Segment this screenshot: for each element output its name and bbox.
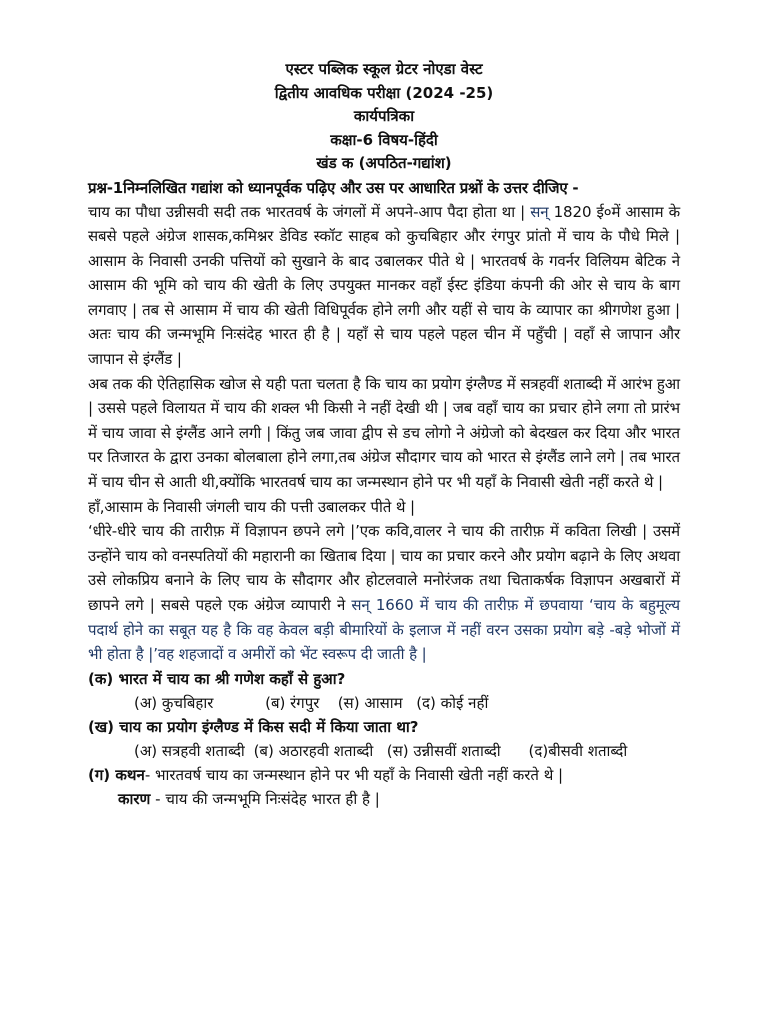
question-ka-options [134, 691, 680, 715]
option: (ब) रंगपुर [265, 693, 320, 712]
passage-paragraph-3: हाँ,आसाम के निवासी जंगली चाय की पत्ती उबालकर पीते थे | [88, 497, 416, 516]
option: (द)बीसवी शताब्दी [528, 741, 628, 760]
question-1-instruction: प्रश्न-1निम्नलिखित गद्यांश को ध्यानपूर्वक पढ़िए और उस पर आधारित प्रश्नों के उत्तर दीजिए - [88, 178, 579, 197]
class-subject: कक्षा-6 विषय-हिंदी [330, 130, 438, 149]
reason-text: - चाय की जन्मभूमि निःसंदेह भारत ही है | [150, 789, 380, 808]
school-name: एस्टर पब्लिक स्कूल ग्रेटर नोएडा वेस्ट [285, 60, 483, 78]
option: (अ) सत्रहवी शताब्दी [134, 741, 245, 760]
question-ga-reason [118, 787, 680, 811]
option: (ब) अठारहवी शताब्दी [253, 741, 374, 760]
option: (अ) कुचबिहार [134, 693, 214, 712]
worksheet-page [88, 58, 680, 811]
section-title: खंड क (अपठित-गद्यांश) [316, 154, 452, 172]
passage-paragraph-4 [88, 519, 680, 667]
document-type: कार्यपत्रिका [353, 107, 415, 125]
passage-text: चाय का पौधा उन्नीसवी सदी तक भारतवर्ष के जंगलों में अपने-आप पैदा होता था | [88, 202, 531, 221]
option: (स) आसाम [337, 693, 403, 712]
passage-highlight: सन् [530, 202, 549, 221]
question-kha-options [134, 739, 680, 763]
question-ga-statement [88, 763, 680, 787]
question-kha: (ख) चाय का प्रयोग इंग्लैण्ड में किस सदी में किया जाता था? [88, 717, 419, 736]
option: (स) उन्नीसवीं शताब्दी [386, 741, 501, 760]
passage-text: ‘धीरे-धीरे चाय की तारीफ़ में विज्ञापन छपने लगे |’एक कवि,वालर ने चाय की तारीफ़ में कविता लिखी | उसमें उन्होंने चाय को वनस्पतियों की महारानी का खिताब दिया | चाय का प्रचार करने और प्रयोग बढ़ाने के लिए अथवा उसे लोकप्रिय बनाने के लिए चाय के सौदागर और होटलवाले मनोरंजक तथा चिताकर्षक विज्ञापन अखबारों में छापने लगे | सबसे पहले एक अंग्रेज व्यापारी ने [88, 522, 680, 614]
passage-highlight: सन् 1660 में चाय की तारीफ़ में छपवाया ‘चाय के बहुमूल्य पदार्थ होने का सबूत यह है कि वह केवल बड़ी बीमारियों के इलाज में नहीं वरन उसका प्रयोग बड़े -बड़े भोजों में भी होता है |’वह शहजादों व अमीरों को भेंट स्वरूप दी जाती है | [88, 596, 680, 664]
passage-paragraph-2: अब तक की ऐतिहासिक खोज से यही पता चलता है कि चाय का प्रयोग इंग्लैण्ड में सत्रहवीं शताब्दी में आरंभ हुआ | उससे पहले विलायत में चाय की शक्ल भी किसी ने नहीं देखी थी | जब वहाँ चाय का प्रचार होने लगा तो प्रारंभ में चाय जावा से इंग्लैंड आने लगी | किंतु जब जावा द्वीप से डच लोगो ने अंग्रेजो को बेदखल कर दिया और भारत पर तिजारत के द्वारा उनका बोलबाला होने लगा,तब अंग्रेज सौदागर चाय को भारत से इंग्लैंड लाने लगे | तब भारत में चाय चीन से आती थी,क्योंकि भारतवर्ष चाय का जन्मस्थान होने पर भी यहाँ के निवासी खेती नहीं करते थे | [88, 374, 680, 492]
option: (द) कोई नहीं [416, 693, 489, 712]
passage-text: 1820 ई०में आसाम के सबसे पहले अंग्रेज शासक,कमिश्नर डेविड स्कॉट साहब को कुचबिहार और रंगपुर प्रांतो में चाय के पौधे मिले | आसाम के निवासी उनकी पत्तियों को सुखाने के बाद उबालकर पीते थे | भारतवर्ष के गवर्नर विलियम बेटिक ने आसाम की भूमि को चाय की खेती के लिए उपयुक्त मानकर वहाँ ईस्ट इंडिया कंपनी की ओर से चाय के बाग लगवाए | तब से आसाम में चाय की खेती विधिपूर्वक होने लगी और यहीं से चाय के व्यापार का श्रीगणेश हुआ | अतः चाय की जन्मभूमि निःसंदेह भारत ही है | यहाँ से चाय पहले पहल चीन में पहुँची | वहाँ से जापान और जापान से इंग्लैंड | [88, 202, 680, 369]
question-ka: (क) भारत में चाय का श्री गणेश कहाँ से हुआ? [88, 669, 346, 688]
question-ga-label: (ग) कथन [88, 765, 145, 784]
statement-text: - भारतवर्ष चाय का जन्मस्थान होने पर भी यहाँ के निवासी खेती नहीं करते थे | [144, 765, 564, 784]
passage-paragraph-1 [88, 200, 680, 372]
reason-label: कारण [118, 789, 151, 808]
exam-title: द्वितीय आवधिक परीक्षा (2024 -25) [274, 83, 494, 102]
